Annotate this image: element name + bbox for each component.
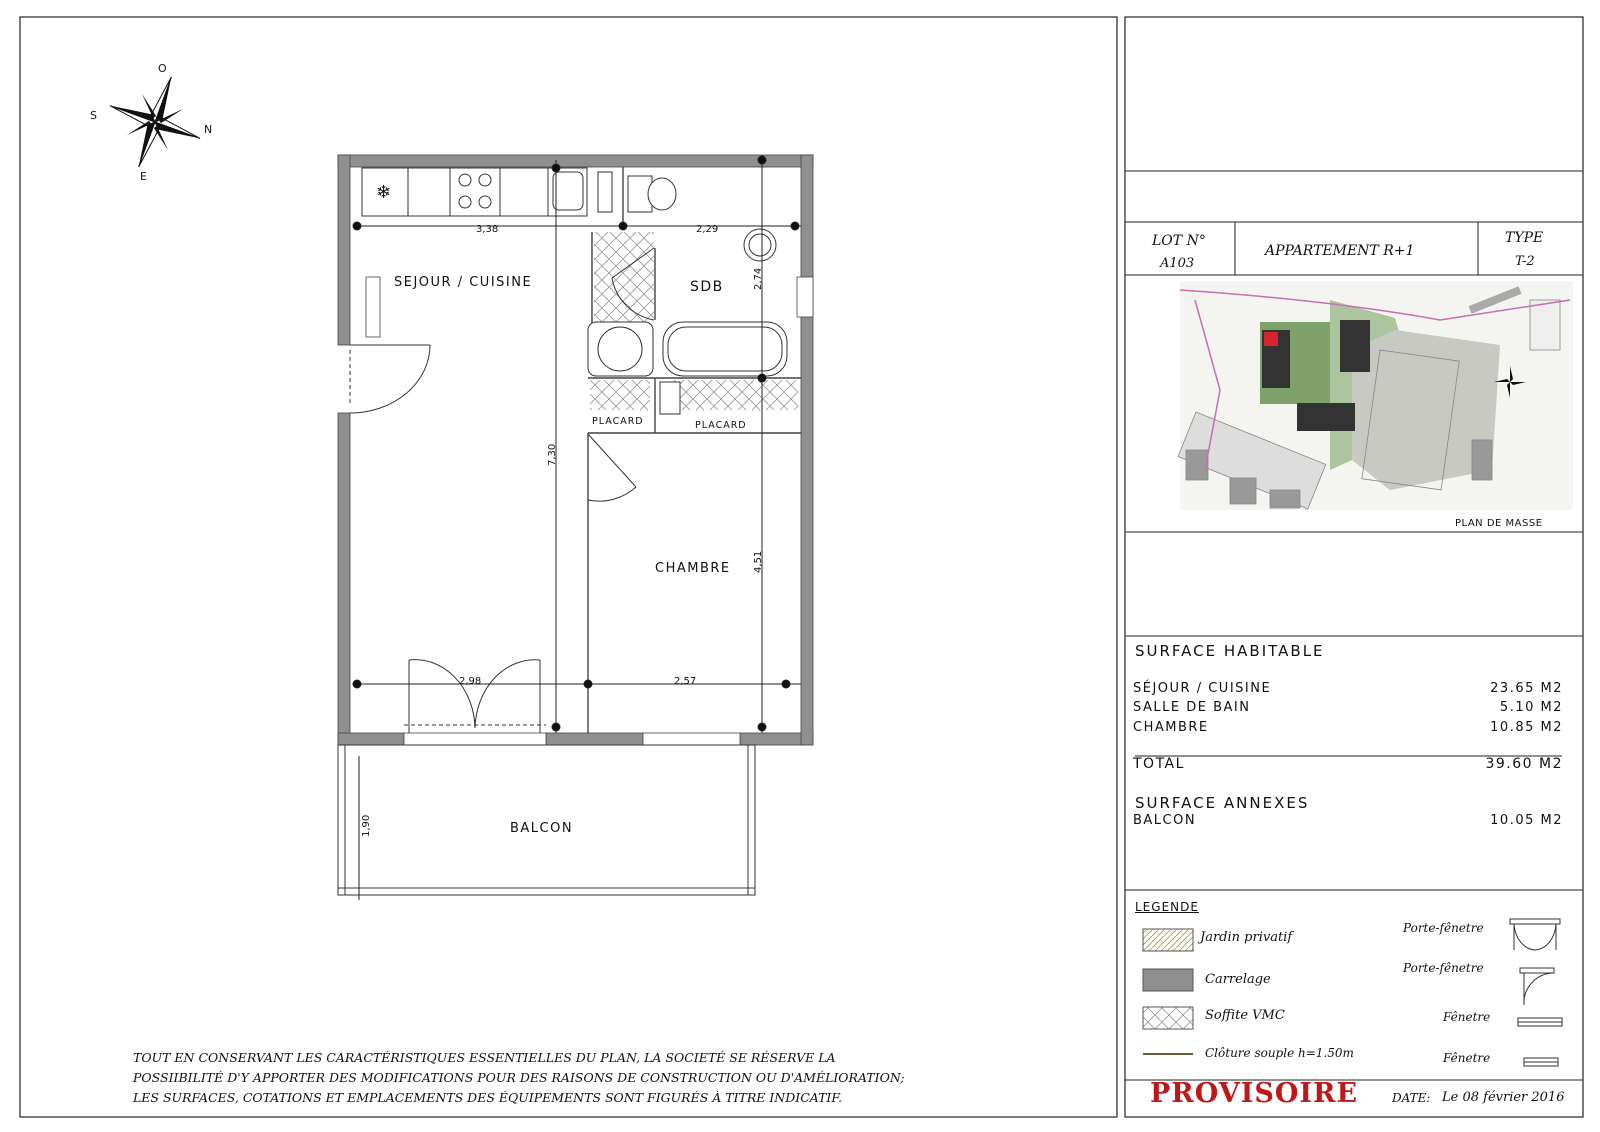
legend-cloture: Clôture souple h=1.50m xyxy=(1205,1046,1354,1060)
appartement-label: APPARTEMENT R+1 xyxy=(1265,243,1415,259)
surface-value-sdb: 5.10 M2 xyxy=(1499,700,1563,715)
room-chambre: CHAMBRE xyxy=(655,561,731,576)
legend-swatch-carrelage xyxy=(1143,969,1193,991)
date-value: Le 08 février 2016 xyxy=(1442,1090,1565,1105)
total-row xyxy=(1133,756,1563,772)
balcon-value: 10.05 M2 xyxy=(1490,813,1563,828)
balcon-label: BALCON xyxy=(1133,813,1197,828)
dim-d8: 1,90 xyxy=(361,814,372,837)
dim-d3: 2,74 xyxy=(753,267,764,290)
surface-row xyxy=(1133,720,1563,735)
provisoire-stamp: PROVISOIRE xyxy=(1150,1078,1359,1109)
site-plan-image xyxy=(1178,281,1573,510)
legend-vmc: Soffite VMC xyxy=(1205,1008,1285,1023)
surface-name-sejour: SÉJOUR / CUISINE xyxy=(1133,681,1272,696)
legende-heading: LEGENDE xyxy=(1135,900,1199,914)
dim-d4: 7,30 xyxy=(547,443,558,466)
exterior-walls xyxy=(338,155,813,745)
snowflake-icon: ❄ xyxy=(376,182,392,203)
legend-swatch-vmc xyxy=(1143,1007,1193,1029)
legend-jardin: Jardin privatif xyxy=(1200,930,1293,945)
surface-value-chambre: 10.85 M2 xyxy=(1490,720,1563,735)
date-label: DATE: xyxy=(1392,1091,1431,1105)
legend-porte-fenetre-2: Porte-fênetre xyxy=(1403,961,1484,975)
disclaimer-line-2: POSSIIBILITÉ D'Y APPORTER DES MODIFICATIONS POUR DES RAISONS DE CONSTRUCTION OU D'AMÉLIORATION; xyxy=(133,1070,905,1085)
compass-o: O xyxy=(158,62,167,75)
total-label: TOTAL xyxy=(1133,756,1185,772)
dim-d5: 4,51 xyxy=(753,550,764,573)
surface-value-sejour: 23.65 M2 xyxy=(1490,681,1563,696)
compass-s: S xyxy=(90,109,97,122)
room-sdb: SDB xyxy=(690,279,724,295)
vmc-placard1 xyxy=(590,380,650,410)
compass-e: E xyxy=(140,170,147,183)
surface-name-sdb: SALLE DE BAIN xyxy=(1133,700,1251,715)
legend-swatch-jardin xyxy=(1143,929,1193,951)
surface-annexes-heading: SURFACE ANNEXES xyxy=(1135,794,1310,812)
total-value: 39.60 M2 xyxy=(1485,756,1563,772)
surface-name-chambre: CHAMBRE xyxy=(1133,720,1209,735)
disclaimer-line-1: TOUT EN CONSERVANT LES CARACTÉRISTIQUES ESSENTIELLES DU PLAN, LA SOCIETÉ SE RÉSERVE LA xyxy=(133,1050,836,1065)
dim-d7: 2,57 xyxy=(674,676,697,687)
vmc-soffite xyxy=(594,232,654,324)
surface-row xyxy=(1133,681,1563,696)
compass-n: N xyxy=(204,123,213,136)
legend-fenetre-2: Fênetre xyxy=(1443,1051,1491,1065)
surface-habitable-heading: SURFACE HABITABLE xyxy=(1135,642,1325,660)
legend-porte-fenetre-1: Porte-fênetre xyxy=(1403,921,1484,935)
dim-d2: 2,29 xyxy=(696,224,719,235)
titleblock-frame xyxy=(1125,17,1583,1117)
lot-label: LOT N° xyxy=(1152,233,1206,249)
dimension-lines xyxy=(353,155,801,900)
room-placard2: PLACARD xyxy=(695,420,747,431)
legend-symbols xyxy=(1510,919,1562,1066)
legend-fenetre-1: Fênetre xyxy=(1443,1010,1491,1024)
dim-d6: 2,98 xyxy=(459,676,482,687)
surface-row xyxy=(1133,700,1563,715)
type-label: TYPE xyxy=(1505,230,1544,246)
dim-d1: 3,38 xyxy=(476,224,499,235)
room-placard1: PLACARD xyxy=(592,416,644,427)
lot-value: A103 xyxy=(1160,256,1195,271)
legend-carrelage: Carrelage xyxy=(1205,972,1271,987)
balcon-row xyxy=(1133,813,1563,828)
room-sejour: SEJOUR / CUISINE xyxy=(394,275,533,290)
plan-de-masse-label: PLAN DE MASSE xyxy=(1455,518,1543,529)
type-value: T-2 xyxy=(1515,254,1535,269)
disclaimer-line-3: LES SURFACES, COTATIONS ET EMPLACEMENTS DES ÉQUIPEMENTS SONT FIGURÉS À TITRE INDICATIF. xyxy=(133,1090,843,1105)
vmc-placard2 xyxy=(672,380,798,410)
compass-rose xyxy=(93,60,216,183)
kitchen-counter xyxy=(362,168,612,216)
balcony xyxy=(338,745,755,895)
room-balcon: BALCON xyxy=(510,821,574,836)
